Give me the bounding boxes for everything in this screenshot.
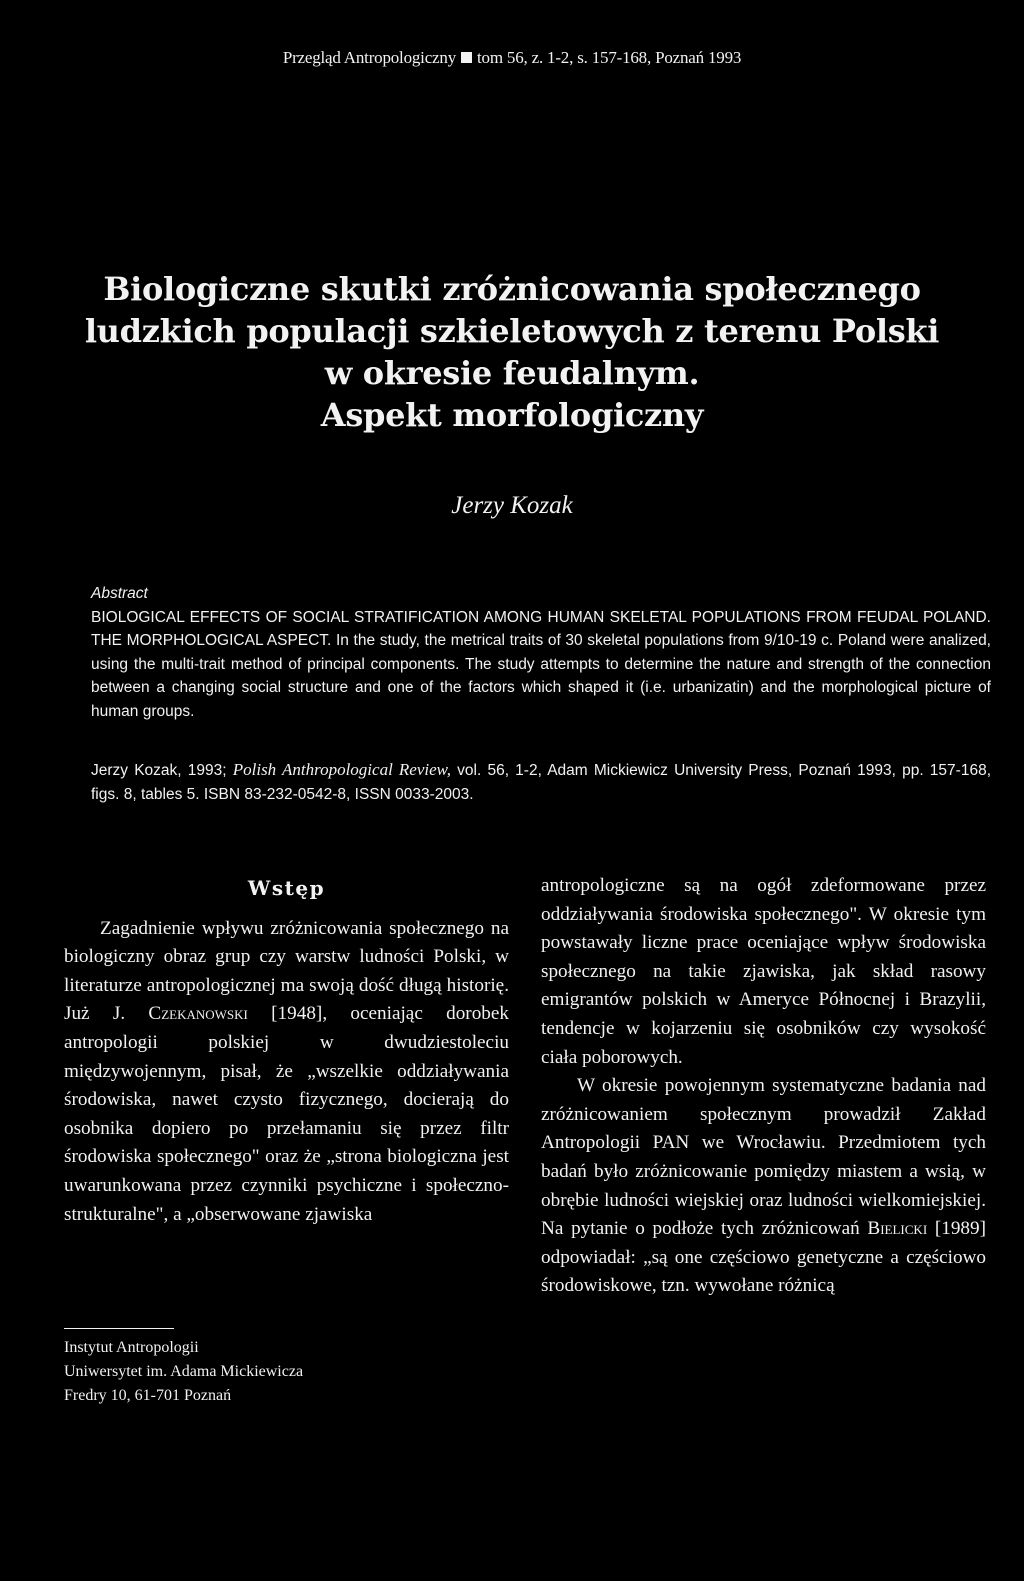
abstract (91, 582, 991, 723)
title-line: w okresie feudalnym. (324, 354, 700, 392)
paragraph-text: Zagadnienie wpływu zróżnicowania społecznego na biologiczny obraz grup czy warstw ludności Polski, w literaturze antropologicznej ma swoją dość długą historię. Już J. (64, 917, 509, 1025)
author-affiliation (64, 1336, 484, 1408)
paragraph-text: [1948], oceniając dorobek antropologii polskiej w dwudziestoleciu międzywojennym, pisał, że „wszelkie oddziaływania środowiska, nawet czysto fizycznego, docierają do osobnika dopiero po przełamaniu się przez filtr środowiska społecznego" oraz że „strona biologiczna jest uwarunkowana przez czynniki psychiczne i społeczno-strukturalne", a „obserwowane zjawiska (64, 1003, 509, 1225)
paragraph (64, 915, 509, 1230)
abstract-label: Abstract (91, 585, 148, 602)
paragraph-text: W okresie powojennym systematyczne badania nad zróżnicowaniem społecznym prowadził Zakład Antropologii PAN we Wrocławiu. Przedmiotem tych badań było zróżnicowanie pomiędzy miastem a wsią, w obrębie ludności wiejskiej oraz ludności wielkomiejskiej. Na pytanie o podłoże tych zróżnicowań (541, 1075, 986, 1240)
section-heading: Wstęp (247, 876, 326, 900)
title-line: ludzkich populacji szkieletowych z terenu Polski (84, 312, 940, 350)
article-title (40, 268, 984, 436)
paragraph-text: [1989] odpowiadał: „są one częściowo genetyczne a częściowo środowiskowe, tzn. wywołane różnicą (541, 1218, 987, 1297)
footnote-divider (64, 1328, 174, 1329)
journal-header (0, 48, 1024, 68)
left-column (64, 872, 509, 1229)
affiliation-institute: Instytut Antropologii (64, 1339, 199, 1356)
right-column (541, 872, 986, 1301)
cited-author: Czekanowski (148, 1003, 248, 1025)
affiliation-university: Uniwersytet im. Adama Mickiewicza (64, 1363, 304, 1380)
journal-name: Przegląd Antropologiczny (282, 48, 456, 67)
paragraph (541, 1072, 986, 1301)
citation-author: Jerzy Kozak, 1993; (91, 762, 233, 779)
citation-details: vol. 56, 1-2, Adam Mickiewicz University Press, Poznań 1993, pp. 157-168, figs. 8, tables 5. ISBN 83-232-0542-8, ISSN 0033-2003. (91, 762, 992, 803)
affiliation-address: Fredry 10, 61-701 Poznań (64, 1387, 232, 1404)
journal-citation: tom 56, z. 1-2, s. 157-168, Poznań 1993 (477, 48, 742, 67)
author-name: Jerzy Kozak (451, 492, 573, 519)
paragraph: antropologiczne są na ogół zdeformowane przez oddziaływania środowiska społecznego". W okresie tym powstawały liczne prace oceniające wpływ środowiska społecznego na takie zjawiska, jak skład rasowy emigrantów polskich w Ameryce Północnej i Brazylii, tendencje w kojarzeniu się osobników czy wysokość ciała poborowych. (541, 875, 986, 1068)
square-bullet-icon (461, 52, 472, 63)
title-line: Aspekt morfologiczny (320, 396, 704, 434)
abstract-text: BIOLOGICAL EFFECTS OF SOCIAL STRATIFICATION AMONG HUMAN SKELETAL POPULATIONS FROM FEUDAL POLAND. THE MORPHOLOGICAL ASPECT. In the study, the metrical traits of 30 skeletal populations from 9/10-19 c. Poland were analized, using the multi-trait method of principal components. The study attempts to determine the nature and strength of the connection between a changing social structure and one of the factors which shaped it (i.e. urbanizatin) and the morphological picture of human groups. (91, 608, 991, 720)
cited-author: Bielicki (867, 1218, 928, 1240)
citation-journal: Polish Anthropological Review, (232, 760, 451, 779)
title-line: Biologiczne skutki zróżnicowania społecznego (103, 270, 921, 308)
citation (91, 758, 991, 807)
